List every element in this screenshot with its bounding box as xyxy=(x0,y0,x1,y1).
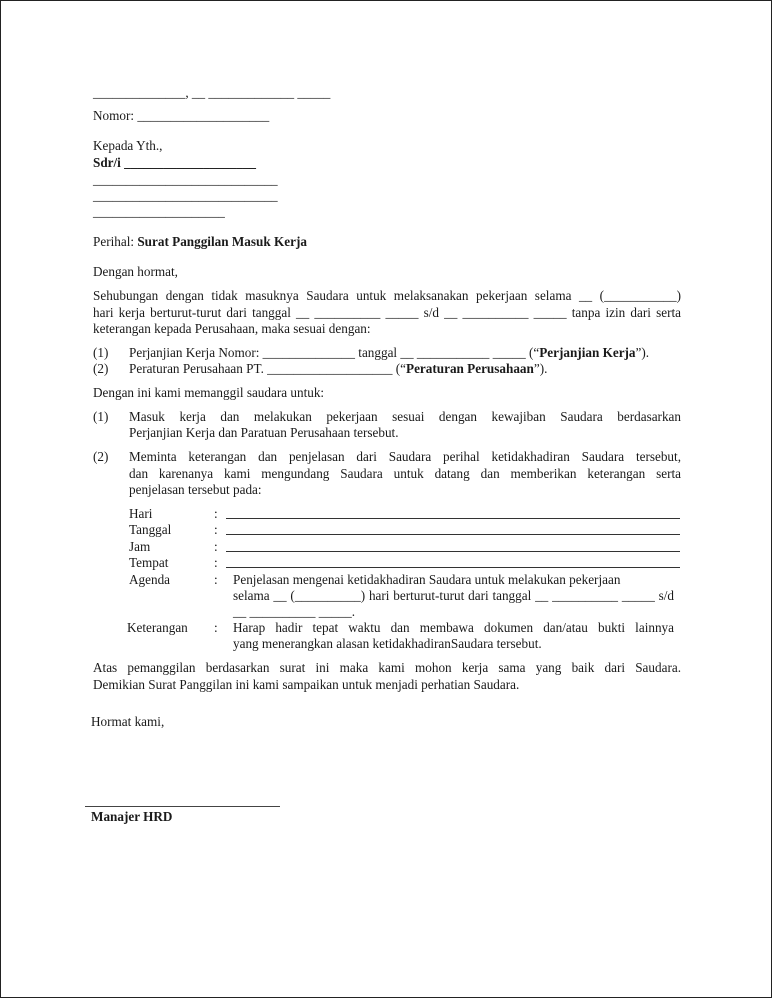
call-item-line: Masuk kerja dan melakukan pekerjaan sesuai dengan kewajiban Saudara berdasarkan xyxy=(129,409,681,424)
basis-text: ”). xyxy=(635,345,650,360)
schedule-fill-hari[interactable] xyxy=(226,518,680,519)
schedule-fill-tempat[interactable] xyxy=(226,567,680,568)
recipient-address-line: ____________________________ xyxy=(93,188,278,203)
schedule-label-keterangan: Keterangan xyxy=(127,620,188,635)
basis-item xyxy=(129,361,547,377)
subject-title: Surat Panggilan Masuk Kerja xyxy=(137,234,307,249)
intro-line: Sehubungan dengan tidak masuknya Saudara untuk melaksanakan pekerjaan selama __ (___________) xyxy=(93,288,681,303)
agenda-line: selama __ (__________) hari berturut-turut dari tanggal __ __________ _____ s/d xyxy=(233,588,674,603)
recipient-salutation: Kepada Yth., xyxy=(93,138,163,153)
call-item-line: Perjanjian Kerja dan Paratuan Perusahaan tersebut. xyxy=(129,425,399,440)
call-intro: Dengan ini kami memanggil saudara untuk: xyxy=(93,385,325,400)
schedule-label-hari: Hari xyxy=(129,506,153,521)
list-number: (1) xyxy=(93,409,109,424)
closing-line: Atas pemanggilan berdasarkan surat ini maka kami mohon kerja sama yang baik dari Saudara. xyxy=(93,660,681,675)
schedule-colon: : xyxy=(214,555,218,570)
intro-line: hari kerja berturut-turut dari tanggal __ __________ _____ s/d __ __________ _____ tanpa izin dari serta xyxy=(93,305,681,320)
schedule-colon: : xyxy=(214,539,218,554)
subject-line xyxy=(93,234,307,250)
greeting: Dengan hormat, xyxy=(93,264,178,279)
schedule-colon: : xyxy=(214,620,218,635)
basis-text: Peraturan Perusahaan PT. ___________________ (“ xyxy=(129,361,407,376)
schedule-label-tanggal: Tanggal xyxy=(129,522,172,537)
agenda-line: Penjelasan mengenai ketidakhadiran Saudara untuk melakukan pekerjaan xyxy=(233,572,621,587)
basis-text: ”). xyxy=(533,361,548,376)
call-item-line: penjelasan tersebut pada: xyxy=(129,482,262,497)
basis-item xyxy=(129,345,649,361)
recipient-address-line: ____________________________ xyxy=(93,172,278,187)
letter-number: Nomor: ____________________ xyxy=(93,108,270,123)
schedule-label-agenda: Agenda xyxy=(129,572,171,587)
closing-line: Demikian Surat Panggilan ini kami sampaikan untuk menjadi perhatian Saudara. xyxy=(93,677,520,692)
basis-term: Peraturan Perusahaan xyxy=(406,361,534,376)
place-date-line: ______________, __ _____________ _____ xyxy=(93,85,331,100)
recipient-address-line: ____________________ xyxy=(93,204,225,219)
list-number: (2) xyxy=(93,361,109,376)
call-item-line: Meminta keterangan dan penjelasan dari Saudara perihal ketidakhadiran Saudara tersebut, xyxy=(129,449,681,464)
schedule-fill-jam[interactable] xyxy=(226,551,680,552)
basis-term: Perjanjian Kerja xyxy=(539,345,636,360)
basis-text: Perjanjian Kerja Nomor: ______________ tanggal __ ___________ _____ (“ xyxy=(129,345,540,360)
schedule-fill-tanggal[interactable] xyxy=(226,534,680,535)
signature-line xyxy=(85,806,280,807)
subject-label: Perihal: xyxy=(93,234,138,249)
keterangan-line: yang menerangkan alasan ketidakhadiranSaudara tersebut. xyxy=(233,636,542,651)
schedule-colon: : xyxy=(214,522,218,537)
schedule-colon: : xyxy=(214,572,218,587)
intro-line: keterangan kepada Perusahaan, maka sesuai dengan: xyxy=(93,321,371,336)
agenda-line: __ __________ _____. xyxy=(233,604,355,619)
schedule-label-tempat: Tempat xyxy=(129,555,169,570)
schedule-label-jam: Jam xyxy=(129,539,151,554)
list-number: (1) xyxy=(93,345,109,360)
schedule-colon: : xyxy=(214,506,218,521)
keterangan-line: Harap hadir tepat waktu dan membawa dokumen dan/atau bukti lainnya xyxy=(233,620,674,635)
regards: Hormat kami, xyxy=(91,714,165,729)
list-number: (2) xyxy=(93,449,109,464)
call-item-line: dan karenanya kami mengundang Saudara untuk datang dan memberikan keterangan serta xyxy=(129,466,681,481)
recipient-name: Sdr/i ____________________ xyxy=(93,155,257,170)
signatory-title: Manajer HRD xyxy=(91,809,173,824)
